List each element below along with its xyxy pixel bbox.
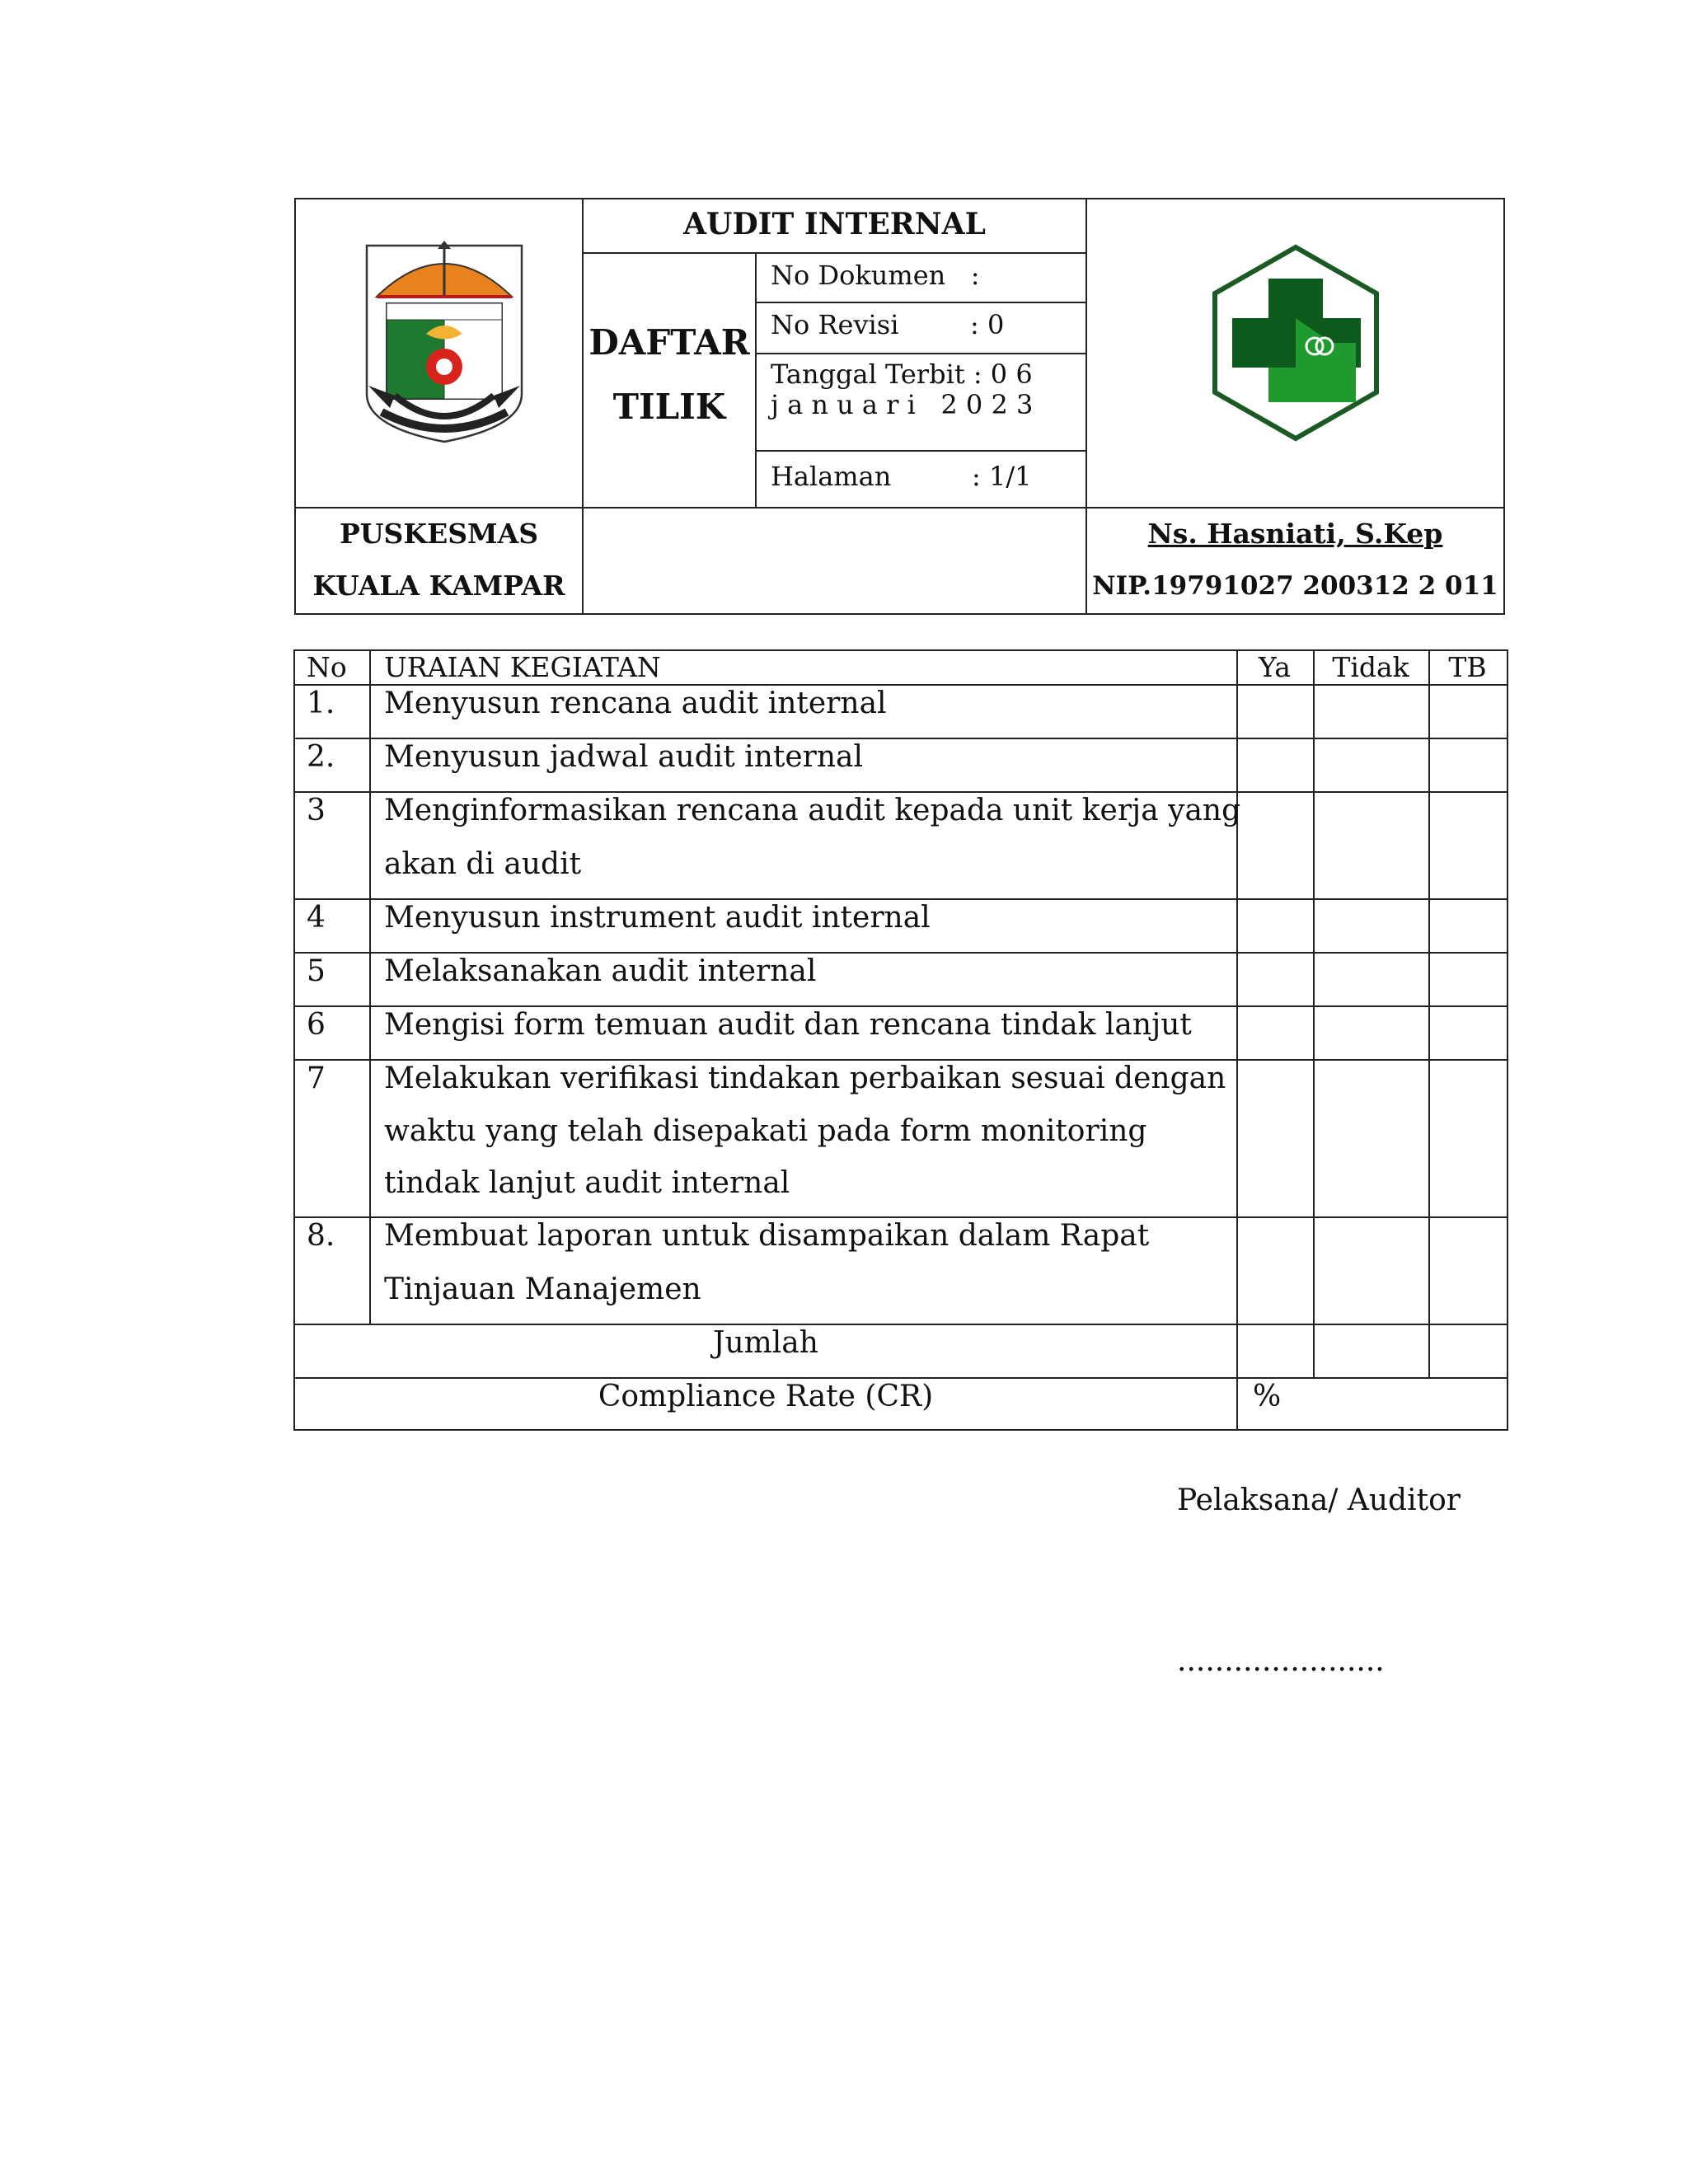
col-header-tb: TB (1448, 651, 1487, 683)
document-title: AUDIT INTERNAL (683, 207, 986, 241)
row-number: 4 (307, 901, 326, 935)
row-activity: Melaksanakan audit internal (384, 954, 817, 988)
doc-type-line2: TILIK (612, 387, 726, 427)
tanggal-terbit-line2: j a n u a r i 2 0 2 3 (771, 389, 1034, 420)
row-activity: Melakukan verifikasi tindakan perbaikan sesuai dengan (384, 1062, 1226, 1095)
row-number: 3 (307, 794, 326, 827)
row-activity: Membuat laporan untuk disampaikan dalam Rapat (384, 1219, 1150, 1253)
no-dokumen-label: No Dokumen : (771, 260, 980, 291)
row-number: 8. (307, 1219, 335, 1253)
compliance-percent: % (1253, 1380, 1282, 1413)
signer-nip: NIP.19791027 200312 2 011 (1092, 571, 1498, 601)
org-name-line2: KUALA KAMPAR (312, 569, 565, 602)
row-number: 7 (307, 1062, 326, 1095)
no-revisi-value: : 0 (970, 309, 1005, 340)
tanggal-terbit-line1: Tanggal Terbit : 0 6 (771, 359, 1033, 390)
signer-name: Ns. Hasniati, S.Kep (1147, 518, 1443, 550)
col-header-ya: Ya (1259, 651, 1291, 683)
row-activity: Menyusun instrument audit internal (384, 901, 931, 935)
no-revisi-label: No Revisi (771, 309, 899, 340)
row-activity-cont: tindak lanjut audit internal (384, 1166, 790, 1200)
document-header (294, 198, 1505, 615)
compliance-rate-label: Compliance Rate (CR) (598, 1380, 934, 1413)
kabupaten-emblem-icon (362, 239, 527, 445)
row-activity-cont: waktu yang telah disepakati pada form monitoring (384, 1114, 1147, 1148)
row-activity-cont: akan di audit (384, 847, 582, 881)
puskesmas-logo-icon (1209, 244, 1382, 442)
org-name-line1: PUSKESMAS (339, 518, 539, 550)
row-number: 1. (307, 687, 335, 720)
col-header-tidak: Tidak (1332, 651, 1409, 683)
halaman-label: Halaman (771, 461, 892, 492)
row-activity: Mengisi form temuan audit dan rencana tindak lanjut (384, 1008, 1192, 1042)
jumlah-label: Jumlah (713, 1326, 818, 1360)
halaman-value: : 1/1 (972, 461, 1032, 492)
checklist-table (293, 649, 1508, 1431)
row-activity: Menyusun jadwal audit internal (384, 740, 864, 774)
row-number: 6 (307, 1008, 326, 1042)
row-activity-cont: Tinjauan Manajemen (384, 1272, 701, 1306)
row-activity: Menyusun rencana audit internal (384, 687, 887, 720)
col-header-uraian: URAIAN KEGIATAN (384, 651, 661, 683)
row-activity: Menginformasikan rencana audit kepada unit kerja yang (384, 794, 1241, 827)
row-number: 2. (307, 740, 335, 774)
signature-role: Pelaksana/ Auditor (1177, 1483, 1461, 1517)
row-number: 5 (307, 954, 326, 988)
col-header-no: No (307, 651, 347, 683)
signature-blank: ...................... (1177, 1644, 1385, 1678)
doc-type-line1: DAFTAR (588, 322, 750, 363)
